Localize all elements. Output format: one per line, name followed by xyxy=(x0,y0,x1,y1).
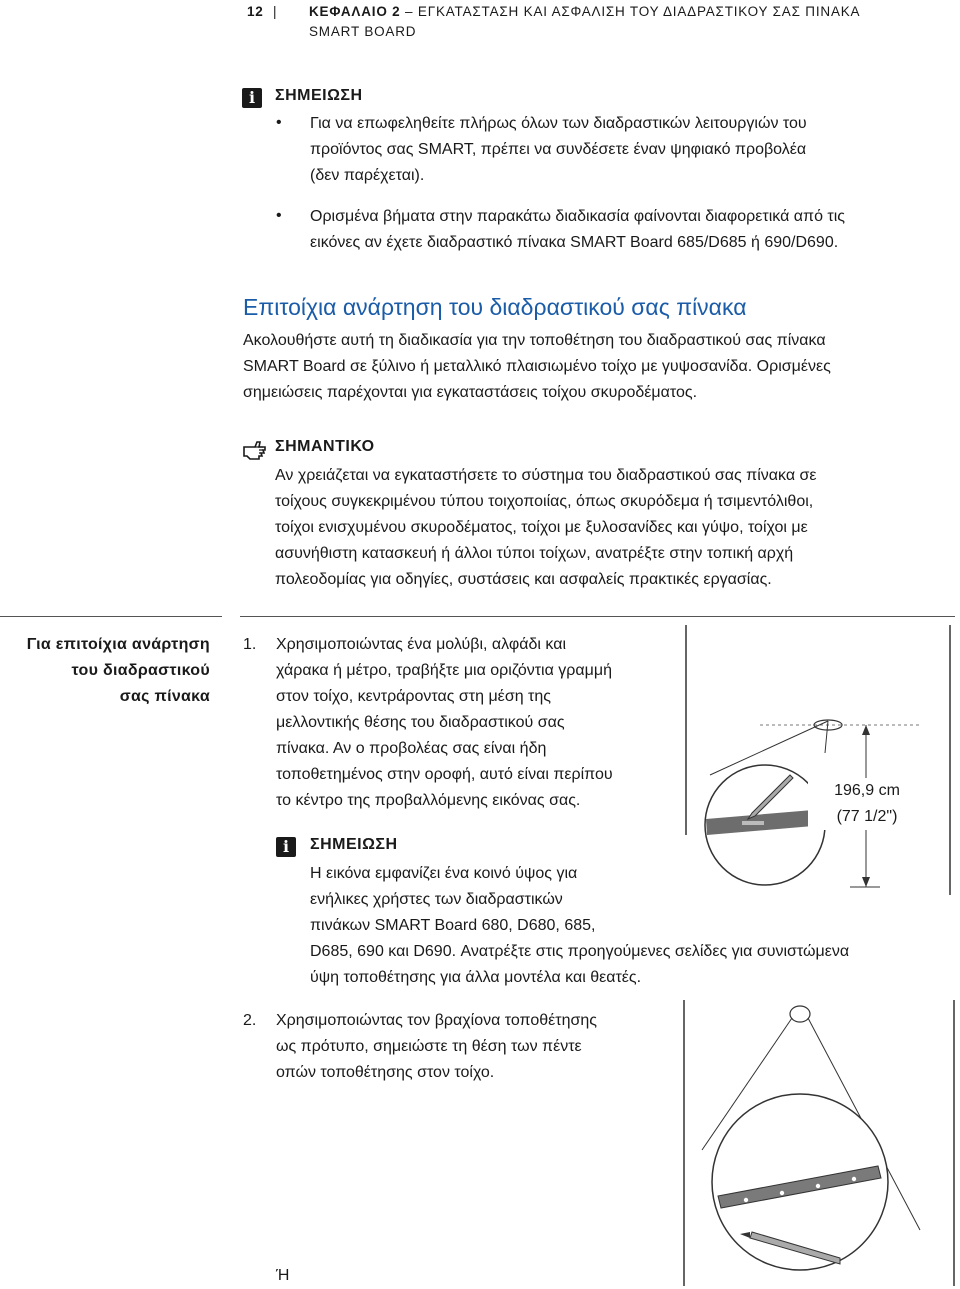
or-label: Ή xyxy=(276,1267,290,1284)
note-bullet-1-line: Για να επωφεληθείτε πλήρως όλων των διαδραστικών λειτουργιών του xyxy=(310,115,807,132)
important-line: ασυνήθιστη κατασκευή ή άλλοι τύποι τοίχων, ανατρέξτε στην τοπική αρχή xyxy=(275,545,794,562)
note-title: ΣΗΜΕΙΩΣΗ xyxy=(310,836,398,853)
step-2-line: ως πρότυπο, σημειώστε τη θέση των πέντε xyxy=(276,1038,582,1055)
step-2-text xyxy=(276,1008,676,1086)
note-bullet-1-line: προϊόντος σας SMART, πρέπει να συνδέσετε έναν ψηφιακό προβολέα xyxy=(310,141,807,158)
bullet-icon: • xyxy=(276,114,282,131)
side-title-line: του διαδραστικού xyxy=(71,662,210,679)
step-2-line: οπών τοποθέτησης στον τοίχο. xyxy=(276,1064,495,1081)
intro-line: Ακολουθήστε αυτή τη διαδικασία για την τοποθέτηση του διαδραστικού σας πίνακα xyxy=(243,332,826,349)
step-1-line: πίνακα. Αν ο προβολέας σας είναι ήδη xyxy=(276,740,547,757)
divider-right xyxy=(240,616,955,617)
note-2-line: ύψη τοποθέτησης για άλλα μοντέλα και θεατές. xyxy=(310,969,642,986)
step-1-line: μελλοντικής θέσης του διαδραστικού σας xyxy=(276,714,565,731)
note-bullet-1-line: (δεν παρέχεται). xyxy=(310,167,425,184)
chapter-title-text: – ΕΓΚΑΤΑΣΤΑΣΗ ΚΑΙ ΑΣΦΑΛΙΣΗ ΤΟΥ ΔΙΑΔΡΑΣΤΙΚΟΥ ΣΑΣ ΠΙΝΑΚΑ xyxy=(400,4,861,19)
step-1-line: χάρακα ή μέτρο, τραβήξτε μια οριζόντια γραμμή xyxy=(276,662,612,679)
note-title: ΣΗΜΕΙΩΣΗ xyxy=(275,87,363,104)
important-line: πολεοδομίας για οδηγίες, συστάσεις και ασφαλείς πρακτικές εργασίας. xyxy=(275,571,772,588)
chapter-label: ΚΕΦΑΛΑΙΟ 2 xyxy=(309,4,401,19)
height-imperial: (77 1/2") xyxy=(836,808,898,825)
note-2-line: Η εικόνα εμφανίζει ένα κοινό ύψος για xyxy=(310,865,578,882)
step-1-line: το κέντρο της προβαλλόμενης εικόνας σας. xyxy=(276,792,581,809)
note-2-body xyxy=(310,861,955,991)
important-line: τοίχοι ενισχυμένου σκυροδέματος, τοίχοι με ξυλοσανίδες και γύψο, τοίχοι με xyxy=(275,519,808,536)
header-separator: | xyxy=(273,4,278,19)
important-title: ΣΗΜΑΝΤΙΚΟ xyxy=(275,438,375,455)
side-title-line: σας πίνακα xyxy=(119,688,210,705)
side-title-line: Για επιτοίχια ανάρτηση xyxy=(26,636,210,653)
section-heading: Επιτοίχια ανάρτηση του διαδραστικού σας πίνακα xyxy=(243,294,747,320)
divider-left xyxy=(0,616,222,617)
info-icon: i xyxy=(276,837,296,857)
note-bullet-1 xyxy=(310,111,950,189)
intro-line: σημειώσεις παρέχονται για εγκαταστάσεις τοίχου σκυροδέματος. xyxy=(243,384,698,401)
wall-line-figure xyxy=(680,625,960,895)
note-bullet-2-line: εικόνες αν έχετε διαδραστικό πίνακα SMART Board 685/D685 ή 690/D690. xyxy=(310,234,839,251)
page-number: 12 xyxy=(247,4,264,19)
height-label xyxy=(808,778,926,830)
note-2-line: πινάκων SMART Board 680, D680, 685, xyxy=(310,917,596,934)
intro-line: SMART Board σε ξύλινο ή μεταλλικό πλαισιωμένο τοίχο με γυψοσανίδα. Ορισμένες xyxy=(243,358,831,375)
info-icon: i xyxy=(242,88,262,108)
step-2-number: 2. xyxy=(243,1012,257,1029)
chapter-title xyxy=(309,2,949,42)
important-body xyxy=(275,463,955,593)
note-2-line: D685, 690 και D690. Ανατρέξτε στις προηγούμενες σελίδες για συνιστώμενα xyxy=(310,943,850,960)
step-1-line: στον τοίχο, κεντράροντας στη μέση της xyxy=(276,688,551,705)
important-line: Αν χρειάζεται να εγκαταστήσετε το σύστημα του διαδραστικού σας πίνακα σε xyxy=(275,467,817,484)
step-1-line: τοποθετημένος στην οροφή, αυτό είναι περίπου xyxy=(276,766,613,783)
step-2-line: Χρησιμοποιώντας τον βραχίονα τοποθέτησης xyxy=(276,1012,597,1029)
note-bullet-2 xyxy=(310,204,955,256)
note-2-line: ενήλικες χρήστες των διαδραστικών xyxy=(310,891,563,908)
section-intro xyxy=(243,328,958,406)
note-bullet-2-line: Ορισμένα βήματα στην παρακάτω διαδικασία φαίνονται διαφορετικά από τις xyxy=(310,208,846,225)
bullet-icon: • xyxy=(276,207,282,224)
step-1-line: Χρησιμοποιώντας ένα μολύβι, αλφάδι και xyxy=(276,636,567,653)
important-line: τοίχους συγκεκριμένου τύπου τοιχοποιίας, όπως σκυρόδεμα ή τσιμεντόλιθοι, xyxy=(275,493,814,510)
mounting-bracket-figure xyxy=(670,1000,960,1286)
chapter-title-line2: SMART BOARD xyxy=(309,24,417,39)
step-1-text xyxy=(276,632,676,814)
procedure-side-title xyxy=(0,632,210,710)
step-1-number: 1. xyxy=(243,636,257,653)
pointing-hand-icon xyxy=(242,436,268,462)
height-metric: 196,9 cm xyxy=(834,782,900,799)
